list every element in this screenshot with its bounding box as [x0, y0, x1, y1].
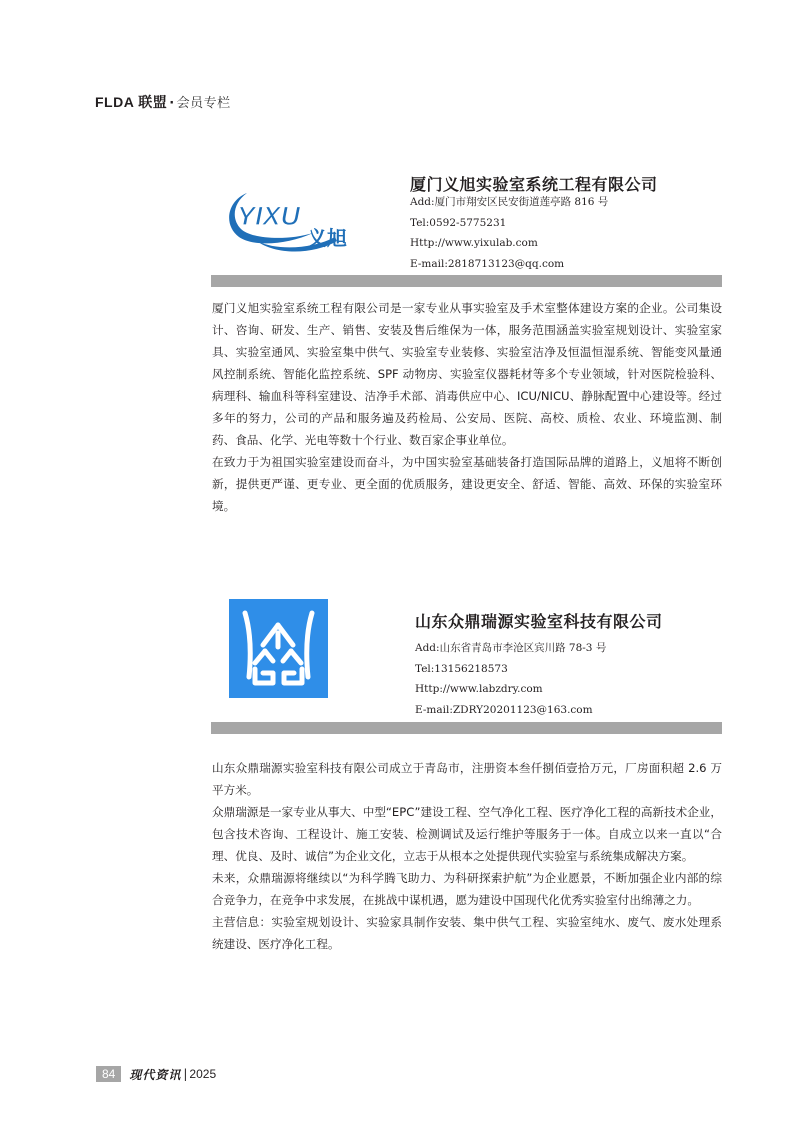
company2-paragraph: 主营信息：实验室规划设计、实验家具制作安装、集中供气工程、实验室纯水、废气、废水处理系统建设、医疗净化工程。 [212, 915, 722, 951]
header-brand: FLDA 联盟 [95, 94, 168, 110]
company1-info [410, 192, 608, 274]
company1-tel: Tel:0592-5775231 [410, 216, 507, 229]
header-section: 会员专栏 [176, 96, 231, 111]
company2-paragraph: 山东众鼎瑞源实验室科技有限公司成立于青岛市，注册资本叁仟捌佰壹拾万元，厂房面积超 2.6 万平方米。 [212, 761, 722, 797]
company2-tel: Tel:13156218573 [415, 662, 508, 675]
company2-paragraph: 未来，众鼎瑞源将继续以“为科学腾飞助力、为科研探索护航”为企业愿景，不断加强企业内部的综合竞争力，在竞争中求发展，在挑战中谋机遇，愿为建设中国现代化优秀实验室付出绵薄之力。 [212, 871, 722, 907]
company2-name: 山东众鼎瑞源实验室科技有限公司 [415, 612, 663, 631]
company1-website[interactable]: Http://www.yixulab.com [410, 237, 538, 249]
company2-description [212, 757, 722, 955]
zhongding-logo [229, 599, 328, 698]
company2-info [415, 638, 606, 720]
company2-address: Add:山东省青岛市李沧区宾川路 78-3 号 [415, 642, 607, 654]
company1-name: 厦门义旭实验室系统工程有限公司 [410, 175, 658, 194]
yixu-logo [217, 179, 359, 258]
company1-description [212, 297, 722, 517]
company2-divider-bar [211, 722, 722, 734]
zhongding-logo-graphic [229, 599, 328, 698]
page-number: 84 [96, 1066, 121, 1082]
footer-separator: | [183, 1067, 188, 1081]
company2-email[interactable]: E-mail:ZDRY20201123@163.com [415, 703, 593, 716]
company2-paragraph: 众鼎瑞源是一家专业从事大、中型“EPC”建设工程、空气净化工程、医疗净化工程的高新技术企业，包含技术咨询、工程设计、施工安装、检测调试及运行维护等服务于一体。自成立以来一直以“合理、优良、及时、诚信”为企业文化，立志于从根本之处提供现代实验室与系统集成解决方案。 [212, 805, 722, 863]
company1-paragraph: 在致力于为祖国实验室建设而奋斗，为中国实验室基础装备打造国际品牌的道路上，义旭将不断创新，提供更严谨、更专业、更全面的优质服务，建设更安全、舒适、智能、高效、环保的实验室环境。 [212, 455, 722, 513]
page-footer [96, 1066, 216, 1082]
issue-year: 2025 [189, 1067, 217, 1081]
page-header [95, 92, 231, 112]
yixu-logo-graphic [217, 179, 359, 258]
company2-website[interactable]: Http://www.labzdry.com [415, 683, 543, 695]
yixu-logo-text: YIXU [237, 201, 301, 231]
magazine-title: 现代资讯 [129, 1067, 182, 1082]
company1-divider-bar [211, 275, 722, 287]
company1-paragraph: 厦门义旭实验室系统工程有限公司是一家专业从事实验室及手术室整体建设方案的企业。公司集设计、咨询、研发、生产、销售、安装及售后维保为一体，服务范围涵盖实验室规划设计、实验室家具、实验室通风、实验室集中供气、实验室专业装修、实验室洁净及恒温恒湿系统、智能变风量通风控制系统、智能化监控系统、SPF 动物房、实验室仪器耗材等多个专业领域，针对医院检验科、病理科、输血科等科室建设、洁净手术部、消毒供应中心、ICU/NICU、静脉配置中心建设等。经过多年的努力，公司的产品和服务遍及药检局、公安局、医院、高校、质检、农业、环境监测、制药、食品、化学、光电等数十个行业、数百家企事业单位。 [212, 301, 722, 447]
header-dot: · [169, 96, 175, 111]
company1-address: Add:厦门市翔安区民安街道莲亭路 816 号 [410, 196, 609, 208]
company1-email[interactable]: E-mail:2818713123@qq.com [410, 257, 565, 270]
yixu-logo-chinese: 义旭 [307, 226, 347, 250]
